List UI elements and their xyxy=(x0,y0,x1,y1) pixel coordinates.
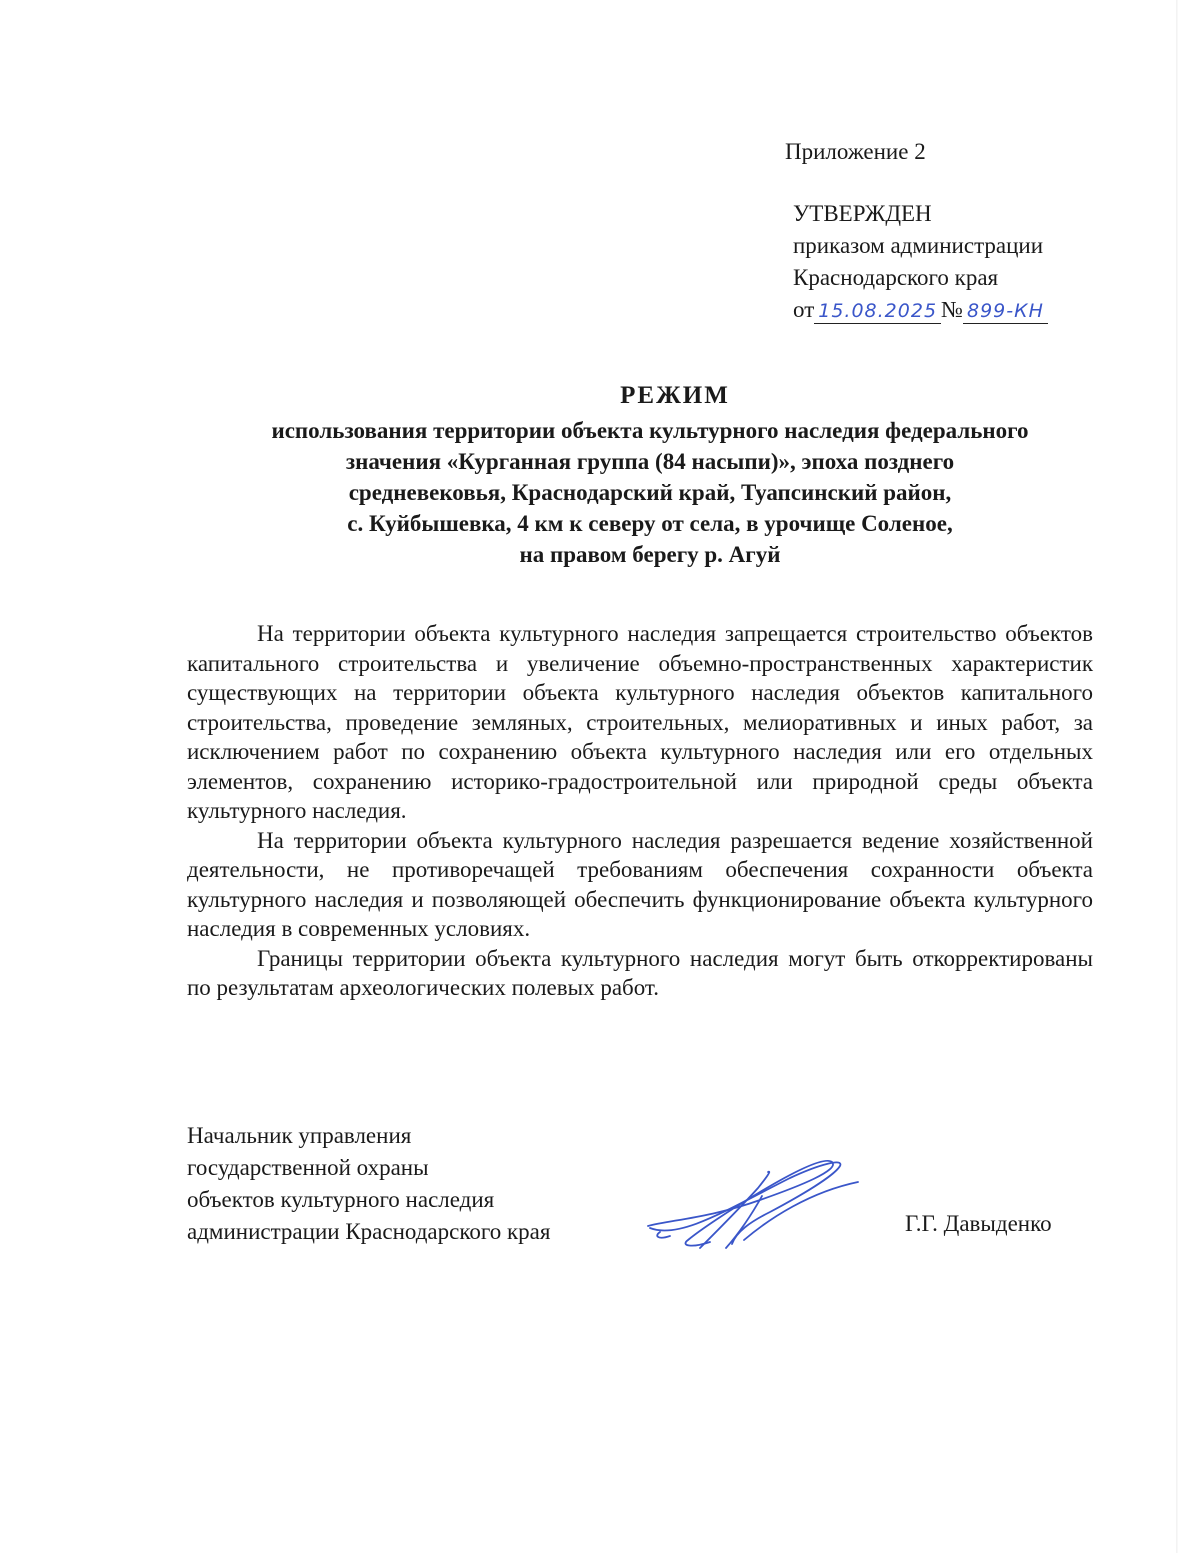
title-heading: РЕЖИМ xyxy=(620,382,730,409)
body-paragraph: На территории объекта культурного наследия запрещается строительство объектов капитального строительства и увеличение объемно-пространственных характеристик существующих на территории объекта культурного наследия объектов капитального строительства, проведение земляных, строительных, мелиоративных и иных работ, за исключением работ по сохранению объекта культурного наследия или его отдельных элементов, сохранению историко-градостроительной или природной среды объекта культурного наследия. xyxy=(187,621,1093,823)
approved-label: УТВЕРЖДЕН xyxy=(793,201,932,226)
approval-stamp-block xyxy=(785,136,1048,326)
handwritten-signature xyxy=(640,1148,870,1258)
signer-position xyxy=(187,1120,550,1248)
appendix-label: Приложение 2 xyxy=(785,139,926,164)
title-line: с. Куйбышевка, 4 км к северу от села, в урочище Соленое, xyxy=(347,511,953,536)
signer-position-line: государственной охраны xyxy=(187,1155,429,1180)
body-paragraph: Границы территории объекта культурного наследия могут быть откорректированы по результатам археологических полевых работ. xyxy=(187,945,1093,1000)
title-line: на правом берегу р. Агуй xyxy=(519,542,781,567)
handwritten-date: 15.08.2025 xyxy=(814,299,941,324)
handwritten-number: 899-КН xyxy=(963,299,1048,324)
document-title xyxy=(150,380,1150,570)
title-line: значения «Курганная группа (84 насыпи)», эпоха позднего xyxy=(345,449,955,474)
signer-position-line: Начальник управления xyxy=(187,1123,412,1148)
number-prefix: № xyxy=(941,297,963,322)
document-body xyxy=(187,619,1093,1003)
approved-by-order: приказом администрации xyxy=(793,233,1044,258)
date-prefix: от xyxy=(793,297,815,322)
title-line: использования территории объекта культурного наследия федерального xyxy=(271,418,1029,443)
signer-name: Г.Г. Давыденко xyxy=(905,1211,1052,1236)
signer-position-line: администрации Краснодарского края xyxy=(187,1219,551,1244)
order-date-number-line xyxy=(793,294,1048,326)
scan-edge xyxy=(1176,0,1178,1553)
body-paragraph: На территории объекта культурного наследия разрешается ведение хозяйственной деятельности, не противоречащей требованиям обеспечения сохранности объекта культурного наследия и позволяющей обеспечить функционирование объекта культурного наследия в современных условиях. xyxy=(187,827,1093,941)
approved-region: Краснодарского края xyxy=(793,265,999,290)
title-line: средневековья, Краснодарский край, Туапсинский район, xyxy=(348,480,952,505)
signer-position-line: объектов культурного наследия xyxy=(187,1187,495,1212)
